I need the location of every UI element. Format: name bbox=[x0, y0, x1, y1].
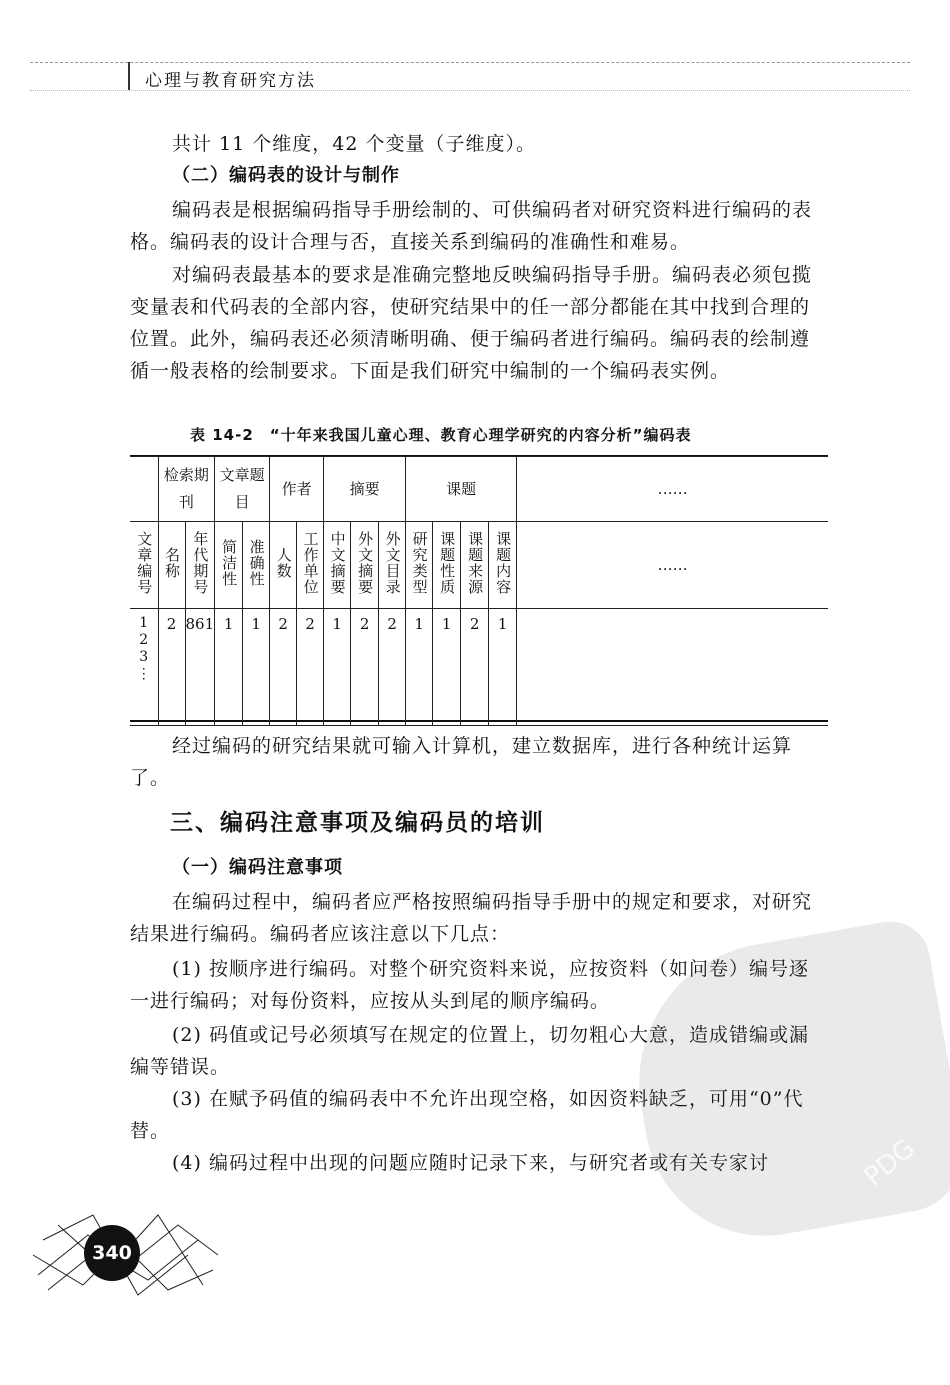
table-cell: 2 bbox=[351, 609, 379, 726]
table-cell: 861 bbox=[185, 609, 215, 726]
table-cell: 1 bbox=[243, 609, 270, 726]
page-number: 340 bbox=[84, 1225, 140, 1281]
section-heading-3: 三、编码注意事项及编码员的培训 bbox=[170, 810, 545, 836]
watermark-text: PDG bbox=[858, 1133, 921, 1193]
group-header-topic: 课题 bbox=[406, 457, 517, 522]
table-cell: 2 bbox=[158, 609, 185, 726]
paragraph-table-definition: 编码表是根据编码指导手册绘制的、可供编码者对研究资料进行编码的表格。编码表的设计合理与否，直接关系到编码的准确性和难易。 bbox=[130, 199, 813, 253]
paragraph-table-requirements: 对编码表最基本的要求是准确完整地反映编码指导手册。编码表必须包揽变量表和代码表的全部内容，使研究结果中的任一部分都能在其中找到合理的位置。此外，编码表还必须清晰明确、便于编码者进行编码。编码表的绘制遵循一般表格的绘制要求。下面是我们研究中编制的一个编码表实例。 bbox=[130, 264, 813, 382]
list-item-2: (2) 码值或记号必须填写在规定的位置上，切勿粗心大意，造成错编或漏编等错误。 bbox=[130, 1024, 809, 1078]
table-cell: 1 bbox=[489, 609, 517, 726]
group-header-abstract: 摘要 bbox=[324, 457, 406, 522]
group-header-ellipsis: …… bbox=[517, 457, 828, 522]
sub-header-conciseness: 简洁性 bbox=[215, 522, 243, 609]
table-caption: 表 14-2 “十年来我国儿童心理、教育心理学研究的内容分析”编码表 bbox=[190, 426, 692, 444]
table-cell: 1 bbox=[215, 609, 243, 726]
table-cell: 2 bbox=[379, 609, 406, 726]
header-rule bbox=[30, 62, 910, 63]
table-cell-row-ids: 123⋮ bbox=[130, 609, 158, 726]
group-header-author: 作者 bbox=[270, 457, 324, 522]
table-cell: 1 bbox=[433, 609, 461, 726]
subheading-table-design: （二）编码表的设计与制作 bbox=[172, 165, 400, 186]
sub-header-fl-abstract: 外文摘要 bbox=[351, 522, 379, 609]
table-cell: 2 bbox=[270, 609, 297, 726]
table-cell: 2 bbox=[297, 609, 324, 726]
list-item-3: (3) 在赋予码值的编码表中不允许出现空格，如因资料缺乏，可用“0”代替。 bbox=[130, 1088, 804, 1142]
sub-header-accuracy: 准确性 bbox=[243, 522, 270, 609]
sub-header-count: 人数 bbox=[270, 522, 297, 609]
list-item-1: (1) 按顺序进行编码。对整个研究资料来说，应按资料（如问卷）编号逐一进行编码；对每份资料，应按从头到尾的顺序编码。 bbox=[130, 958, 809, 1012]
paragraph-dimensions: 共计 11 个维度，42 个变量（子维度）。 bbox=[172, 133, 536, 155]
table-bottom-rule bbox=[130, 720, 828, 722]
sub-header-name: 名称 bbox=[158, 522, 185, 609]
table-cell: 2 bbox=[461, 609, 489, 726]
running-head: 心理与教育研究方法 bbox=[145, 71, 316, 91]
table-cell-empty bbox=[517, 609, 828, 726]
sub-header-ellipsis: …… bbox=[517, 522, 828, 609]
table-cell: 1 bbox=[324, 609, 351, 726]
group-header-title: 文章题目 bbox=[215, 457, 270, 522]
paragraph-coding-intro: 在编码过程中，编码者应严格按照编码指导手册中的规定和要求，对研究结果进行编码。编码者应该注意以下几点： bbox=[130, 891, 813, 945]
empty-header-cell bbox=[130, 457, 158, 522]
coding-table bbox=[130, 456, 828, 726]
sub-header-article-no: 文章编号 bbox=[130, 522, 158, 609]
group-header-journal: 检索期刊 bbox=[158, 457, 215, 522]
sub-header-research-type: 研究类型 bbox=[406, 522, 433, 609]
table-cell: 1 bbox=[406, 609, 433, 726]
sub-header-affiliation: 工作单位 bbox=[297, 522, 324, 609]
sub-header-topic-source: 课题来源 bbox=[461, 522, 489, 609]
sub-header-cn-abstract: 中文摘要 bbox=[324, 522, 351, 609]
sub-header-year-issue: 年代期号 bbox=[185, 522, 215, 609]
sub-header-topic-nature: 课题性质 bbox=[433, 522, 461, 609]
sub-header-topic-content: 课题内容 bbox=[489, 522, 517, 609]
subheading-coding-notes: （一）编码注意事项 bbox=[172, 857, 343, 878]
sub-header-fl-contents: 外文目录 bbox=[379, 522, 406, 609]
list-item-4: (4) 编码过程中出现的问题应随时记录下来，与研究者或有关专家讨 bbox=[172, 1152, 769, 1174]
header-bar bbox=[128, 62, 130, 90]
paragraph-after-table: 经过编码的研究结果就可输入计算机，建立数据库，进行各种统计运算了。 bbox=[130, 735, 793, 789]
